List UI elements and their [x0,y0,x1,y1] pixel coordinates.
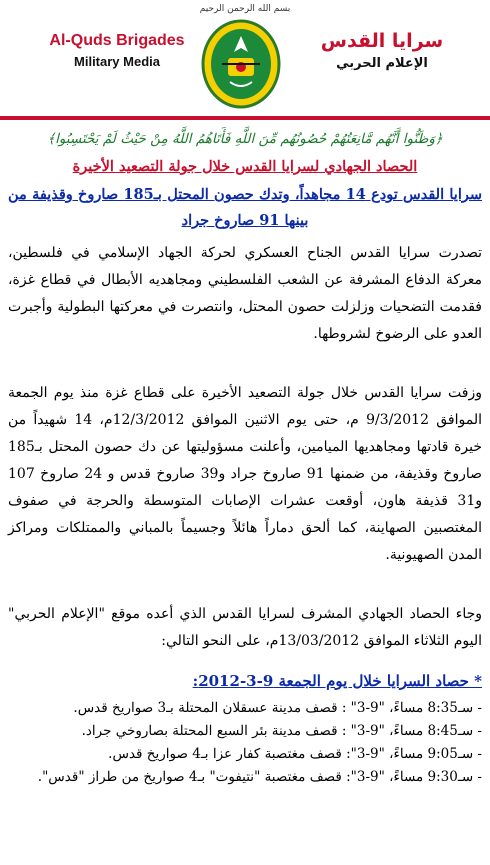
paragraph-source: وجاء الحصاد الجهادي المشرف لسرايا القدس الذي أعده موقع "الإعلام الحربي" اليوم الثلاثاء الموافق 13/03/2012م، على النحو التالي: [8,606,482,649]
headline-red: الحصاد الجهادي لسرايا القدس خلال جولة التصعيد الأخيرة [72,158,418,175]
basmala: بسم الله الرحمن الرحيم [199,4,291,14]
quran-verse: ﴿وَظَنُّوا أَنَّهُم مَّانِعَتُهُمْ حُصُونُهُم مِّنَ اللَّهِ فَأَتَاهُمُ اللَّهُ مِنْ حَيْثُ لَمْ يَحْتَسِبُوا﴾ [47,131,443,147]
arabic-title: سرايا القدس [320,30,444,52]
header-banner [0,0,490,120]
list-item: - سـ9:30 مساءً، "9-3": قصف مغتصبة "نتيفوت" بـ4 صواريخ من طراز "قدس". [8,766,482,789]
article-body [8,124,482,789]
spacer [8,575,482,595]
english-brand [42,32,192,69]
list-item: - سـ8:35 مساءً، "9-3" : قصف مدينة عسقلان المحتلة بـ3 صواريخ قدس. [8,697,482,720]
headline-blue: سرايا القدس تودع 14 مجاهداً، وتدك حصون المحتل بـ185 صاروخ وقذيفة من بينها 91 صاروخ جراد [8,186,483,229]
list-item: - سـ8:45 مساءً، "9-3" : قصف مدينة بئر السبع المحتلة بصاروخي جراد. [8,720,482,743]
spacer [8,354,482,374]
brigades-emblem-icon [200,18,282,110]
english-subtitle: Military Media [74,54,160,69]
paragraph-intro: تصدرت سرايا القدس الجناح العسكري لحركة الجهاد الإسلامي في فلسطين، معركة الدفاع المشرفة عن الشعب الفلسطيني ومجاهديه الأبطال في قطاع غزة، فقدمت التضحيات وزلزلت حصون المحتل، وانتصرت في معركتها البطولية وأجبرت العدو على الرضوخ لشروطها. [8,245,482,342]
english-title: Al-Quds Brigades [49,32,185,49]
arabic-brand [302,30,462,71]
list-item: - سـ9:05 مساءً، "9-3": قصف مغتصبة كفار عزا بـ4 صواريخ قدس. [8,743,482,766]
section-heading-friday: * حصاد السرايا خلال يوم الجمعة 9-3-2012: [192,672,482,690]
events-list [8,697,482,789]
arabic-subtitle: الإعلام الحربي [336,56,428,71]
header-divider [0,116,490,120]
paragraph-summary: وزفت سرايا القدس خلال جولة التصعيد الأخيرة على قطاع غزة منذ يوم الجمعة الموافق 9/3/2012 م، حتى يوم الاثنين الموافق 12/3/2012م، 14 شهيداً من خيرة قادتها ومجاهديها الميامين، وأعلنت مسؤوليتها عن دك حصون المحتل بـ185 صاروخ وقذيفة، من ضمنها 91 صاروخ جراد و39 صاروخ قدس و 24 صاروخ 107 و31 قذيفة هاون، أوقعت عشرات الإصابات المتوسطة والحرجة في صفوف المغتصبين الصهاينة، كما ألحق دماراً هائلاً وجسيماً بالمباني والممتلكات ومراكز المدن الصهيونية. [8,385,483,563]
